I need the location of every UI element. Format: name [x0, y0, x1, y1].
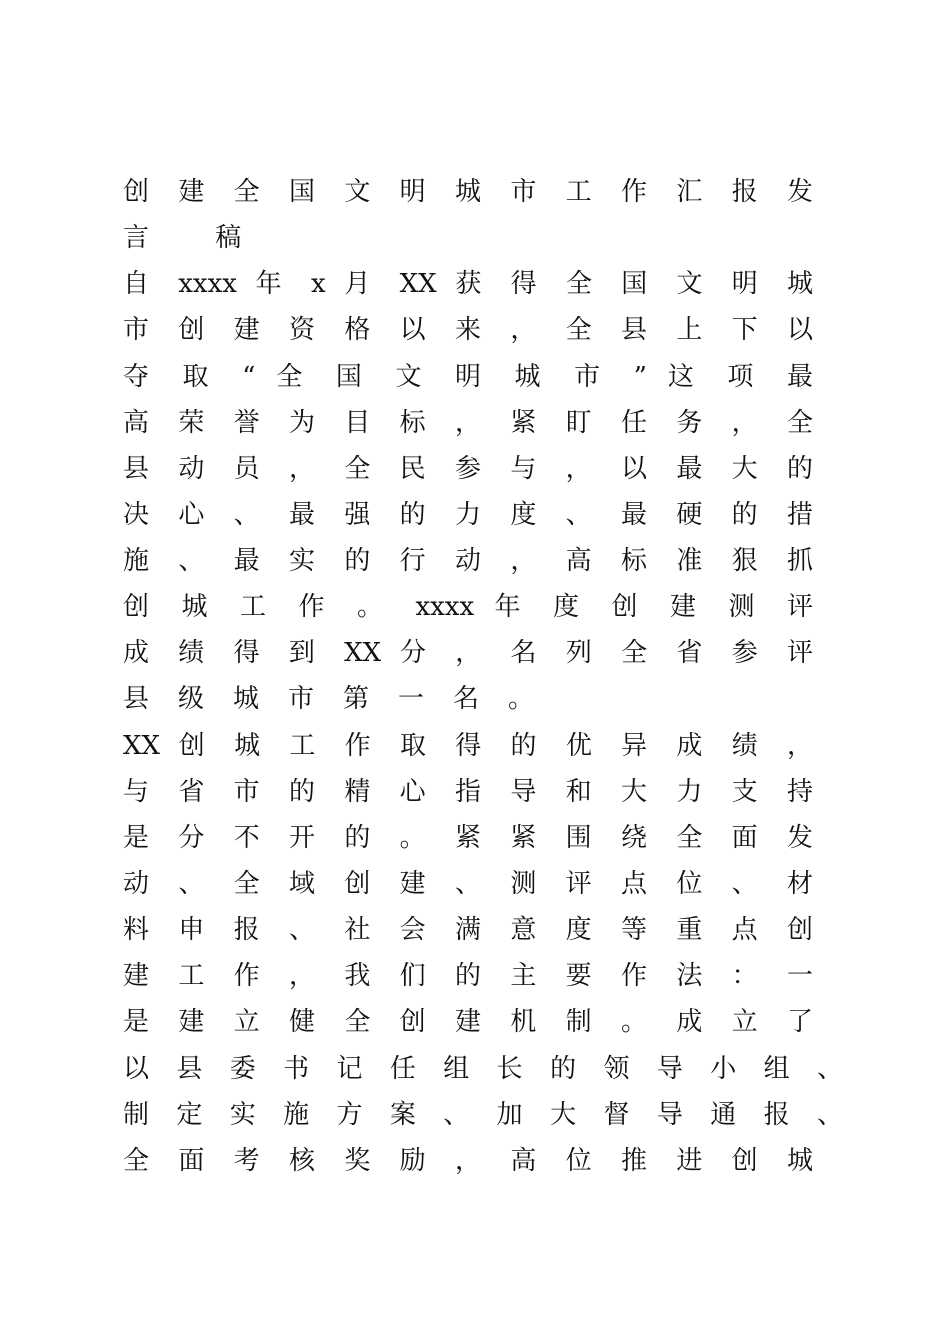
body-line-10: 县级城市第一名。 — [123, 684, 564, 714]
title-line-2: 言 稿 — [123, 223, 271, 253]
body-line-5: 县 动 员 ， 全 民 参 与 ， 以 最 大 的 — [123, 454, 813, 484]
body-line-17: 是 建 立 健 全 创 建 机 制 。 成 立 了 — [123, 1007, 813, 1037]
body-line-11: XX 创 城 工 作 取 得 的 优 异 成 绩 ， — [123, 731, 813, 761]
body-line-14: 动 、 全 域 创 建 、 测 评 点 位 、 材 — [123, 869, 813, 899]
body-line-6: 决 心 、 最 强 的 力 度 、 最 硬 的 措 — [123, 500, 813, 530]
body-line-2: 市 创 建 资 格 以 来 ， 全 县 上 下 以 — [123, 315, 813, 345]
body-line-1: 自 xxxx 年 x 月 XX 获 得 全 国 文 明 城 — [123, 269, 813, 299]
body-line-19: 制 定 实 施 方 案 、 加 大 督 导 通 报 、 — [123, 1100, 843, 1130]
body-line-20: 全 面 考 核 奖 励 ， 高 位 推 进 创 城 — [123, 1146, 813, 1176]
title-line-1: 创 建 全 国 文 明 城 市 工 作 汇 报 发 — [123, 177, 813, 207]
body-line-3: 夺 取 “ 全 国 文 明 城 市 ” 这 项 最 — [123, 362, 813, 392]
body-line-16: 建 工 作 ， 我 们 的 主 要 作 法 ： 一 — [123, 961, 813, 991]
body-line-12: 与 省 市 的 精 心 指 导 和 大 力 支 持 — [123, 777, 813, 807]
body-line-9: 成 绩 得 到 XX 分 ， 名 列 全 省 参 评 — [123, 638, 813, 668]
body-line-15: 料 申 报 、 社 会 满 意 度 等 重 点 创 — [123, 915, 813, 945]
body-line-7: 施 、 最 实 的 行 动 ， 高 标 准 狠 抓 — [123, 546, 813, 576]
body-line-18: 以 县 委 书 记 任 组 长 的 领 导 小 组 、 — [123, 1054, 843, 1084]
body-line-13: 是 分 不 开 的 。 紧 紧 围 绕 全 面 发 — [123, 823, 813, 853]
body-line-4: 高 荣 誉 为 目 标 ， 紧 盯 任 务 ， 全 — [123, 408, 813, 438]
body-line-8: 创 城 工 作 。 xxxx 年 度 创 建 测 评 — [123, 592, 813, 622]
